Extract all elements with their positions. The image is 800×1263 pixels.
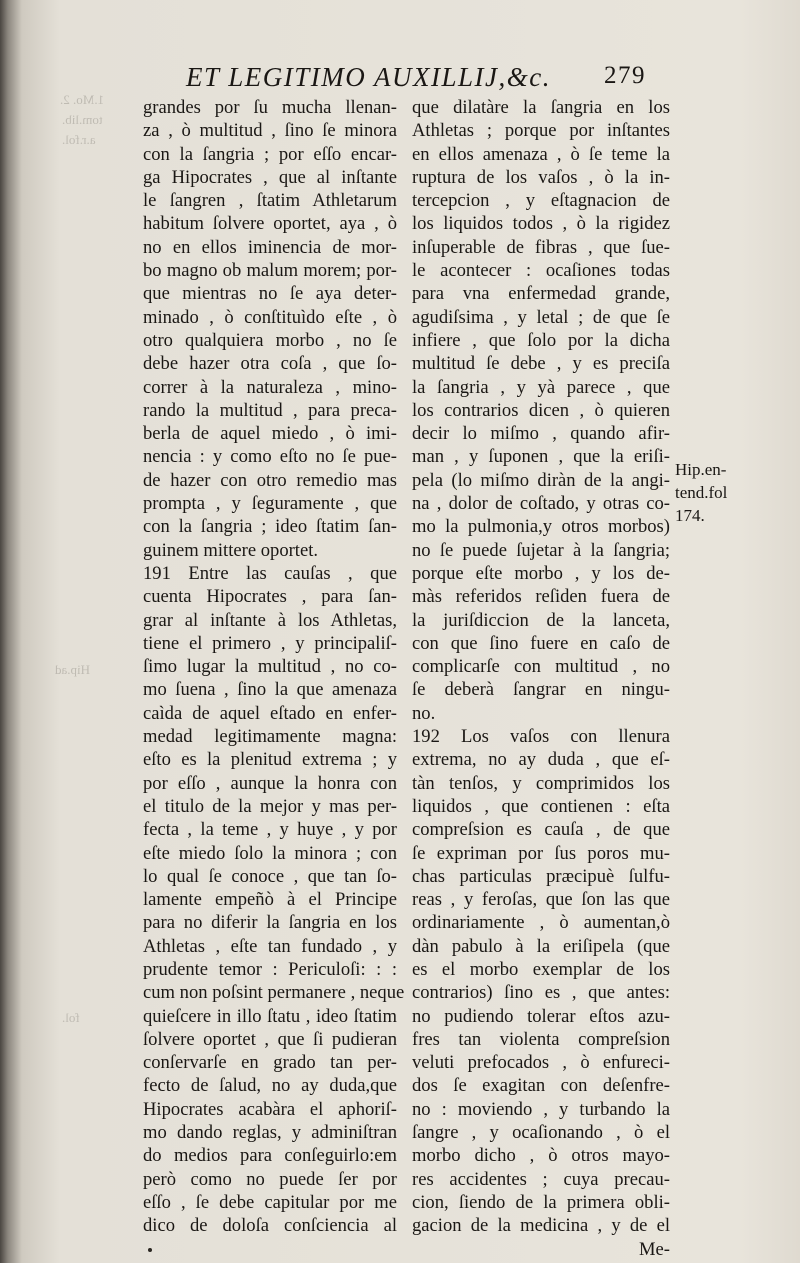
text-line: prompta , y ſeguramente , que (143, 493, 397, 515)
text-line: tàn tenſos, y comprimidos los (412, 772, 670, 794)
text-line: ruptura de los vaſos , ò la in- (412, 166, 670, 188)
text-line: fecta , la teme , y huye , y por (143, 819, 397, 841)
text-line: ſimo lugar la multitud , no co- (143, 656, 397, 678)
text-line: para no diferir la ſangria en los (143, 912, 397, 934)
text-line: na , dolor de coſtado, y otras co- (412, 493, 670, 515)
text-line: lo qual ſe conoce , que tan ſo- (143, 865, 397, 887)
text-line: multitud ſe debe , y es preciſa (412, 353, 670, 375)
text-line: berla de aquel miedo , ò imi- (143, 423, 397, 445)
text-line: màs referidos reſiden fuera de (412, 586, 670, 608)
text-line: eſſo , ſe debe capitular por me (143, 1191, 397, 1213)
text-line: no pudiendo tolerar eſtos azu- (412, 1005, 670, 1027)
text-line: però como no puede ſer por (143, 1168, 397, 1190)
margin-note-line: 174. (675, 506, 705, 525)
text-line: cuenta Hipocrates , para ſan- (143, 586, 397, 608)
text-line: Athletas ; porque por inſtantes (412, 120, 670, 142)
text-line: liquidos , que contienen : eſta (412, 795, 670, 817)
margin-note-line: Hip.en- (675, 460, 727, 479)
text-line: ſe expriman por ſus poros mu- (412, 842, 670, 864)
text-line: no : moviendo , y turbando la (412, 1098, 670, 1120)
text-line: guinem mittere oportet. (143, 539, 319, 561)
text-line: los liquidos todos , ò la rigidez (412, 213, 670, 235)
text-line: grandes por ſu mucha llenan- (143, 97, 397, 118)
right-text-column (412, 96, 670, 1261)
text-line: no. (412, 702, 436, 724)
text-line: conſervarſe en grado tan per- (143, 1052, 397, 1074)
text-line: debe hazer otra coſa , que ſo- (143, 353, 397, 375)
text-line: cum non poſsint permanere , neque (143, 982, 405, 1004)
running-header (186, 62, 656, 98)
text-line: minado , ò conſtituìdo eſte , ò (143, 306, 397, 328)
text-line: ſangre , y ocaſionando , ò el (412, 1122, 670, 1144)
text-line: lamente empeñò à el Principe (143, 889, 397, 911)
text-line: porque eſte morbo , y los de- (412, 562, 670, 584)
text-line: ordinariamente , ò aumentan,ò (412, 912, 670, 934)
text-line: 192 Los vaſos con llenura (412, 726, 670, 748)
text-line: no ſe puede ſujetar à la ſangria; (412, 539, 670, 561)
text-line: con la ſangria ; por eſſo encar- (143, 143, 397, 165)
text-line: eſto es la plenitud extrema ; y (143, 749, 397, 771)
text-line: tercepcion , y eſtagnacion de (412, 190, 670, 212)
text-line: fecto de ſalud, no ay duda,que (143, 1075, 397, 1097)
text-line: ſolvere oportet , que ſi pudieran (143, 1028, 397, 1050)
text-line: Me- (639, 1238, 670, 1260)
header-title: ET LEGITIMO AUXILLIJ,&c. (186, 62, 551, 92)
text-line: pela (lo miſmo diràn de la angi- (412, 469, 670, 491)
text-line: bo magno ob malum morem; por- (143, 260, 397, 282)
text-line: mo la pulmonia,y otros morbos) (412, 516, 670, 538)
bleed-through-text: a.r.fol. (62, 132, 96, 147)
text-line: morbo dicho , ò otros mayo- (412, 1145, 670, 1167)
text-line: no en ellos iminencia de mor- (143, 236, 397, 258)
text-line: za , ò multitud , ſino ſe minora (143, 120, 397, 142)
text-line: quieſcere in illo ſtatu , ideo ſtatim (143, 1005, 397, 1027)
text-line: res accidentes ; cuya precau- (412, 1168, 670, 1190)
text-line: gacion de la medicina , y de el (412, 1215, 670, 1237)
text-line: le acontecer : ocaſiones todas (412, 260, 670, 282)
text-line: tiene el primero , y principaliſ- (143, 632, 397, 654)
page-number: 279 (604, 62, 646, 89)
ink-mark (148, 1248, 152, 1252)
text-line: correr à la naturaleza , mino- (143, 376, 397, 398)
bleed-through-text: tom.lib. (62, 112, 103, 127)
text-line: infiere , que ſolo por la dicha (412, 329, 670, 351)
text-line: por eſſo , aunque la honra con (143, 772, 397, 794)
text-line: Hipocrates acabàra el aphoriſ- (143, 1098, 397, 1120)
text-line: rando la multitud , para preca- (143, 399, 397, 421)
text-line: los contrarios dicen , ò quieren (412, 399, 670, 421)
bleed-through-text: Hip.ad (55, 662, 91, 677)
text-line: reas , y feroſas, que ſon las que (412, 889, 670, 911)
text-line: mo ſuena , ſino la que amenaza (143, 679, 397, 701)
bleed-through-text: fol. (62, 1010, 80, 1025)
text-line: complicarſe con multitud , no (412, 656, 670, 678)
text-line: que dilatàre la ſangria en los (412, 97, 670, 118)
text-line: prudente temor : Periculoſi: : : (143, 958, 397, 980)
text-line: chas particulas præcipuè ſulfu- (412, 865, 670, 887)
text-line: en ellos amenaza , ò ſe teme la (412, 143, 670, 165)
text-line: agudiſsima , y letal ; de que ſe (412, 306, 670, 328)
text-line: medad legitimamente magna: (143, 726, 397, 748)
text-line: cion, ſiendo de la primera obli- (412, 1191, 670, 1213)
text-line: inſuperable de fibras , que ſue- (412, 236, 670, 258)
text-line: dàn pabulo à la eriſipela (que (412, 935, 670, 957)
text-line: grar al inſtante à los Athletas, (143, 609, 397, 631)
text-line: para vna enfermedad grande, (412, 283, 670, 305)
text-line: mo dando reglas, y adminiſtran (143, 1122, 397, 1144)
text-line: dos ſe exagitan con deſenfre- (412, 1075, 670, 1097)
text-line: de hazer con otro remedio mas (143, 469, 397, 491)
text-line: eſte miedo ſolo la minora ; con (143, 842, 397, 864)
text-line: caìda de aquel eſtado en enfer- (143, 702, 397, 724)
text-line: nencia : y como eſto no ſe pue- (143, 446, 397, 468)
text-line: con la ſangria ; ideo ſtatim ſan- (143, 516, 397, 538)
margin-reference-note (675, 458, 795, 527)
text-line: habitum ſolvere oportet, aya , ò (143, 213, 397, 235)
text-line: es el morbo exemplar de los (412, 958, 670, 980)
text-line: fres tan violenta compreſsion (412, 1028, 670, 1050)
text-line: dico de doloſa conſciencia al (143, 1215, 397, 1237)
bleed-through-text: 1.Mo. 2. (60, 92, 105, 107)
left-text-column (143, 96, 405, 1238)
text-line: veluti prefocados , ò enfureci- (412, 1052, 670, 1074)
text-line: con que ſino fuere en caſo de (412, 632, 670, 654)
text-line: extrema, no ay duda , que eſ- (412, 749, 670, 771)
text-line: le ſangren , ſtatim Athletarum (143, 190, 397, 212)
text-line: man , y ſuponen , que la eriſi- (412, 446, 670, 468)
text-line: la juriſdiccion de la lanceta, (412, 609, 670, 631)
text-line: el titulo de la mejor y mas per- (143, 795, 397, 817)
text-line: 191 Entre las cauſas , que (143, 562, 397, 584)
text-line: otro qualquiera morbo , no ſe (143, 329, 397, 351)
text-line: compreſsion es cauſa , de que (412, 819, 670, 841)
text-line: ſe deberà ſangrar en ningu- (412, 679, 670, 701)
text-line: que mientras no ſe aya deter- (143, 283, 397, 305)
text-line: decir lo miſmo , quando afir- (412, 423, 670, 445)
text-line: la ſangria , y yà parece , que (412, 376, 670, 398)
margin-note-line: tend.fol (675, 483, 728, 502)
text-line: ga Hipocrates , que al inſtante (143, 166, 397, 188)
text-line: do medios para conſeguirlo:em (143, 1145, 397, 1167)
text-line: contrarios) ſino es , que antes: (412, 982, 670, 1004)
text-line: Athletas , eſte tan fundado , y (143, 935, 397, 957)
